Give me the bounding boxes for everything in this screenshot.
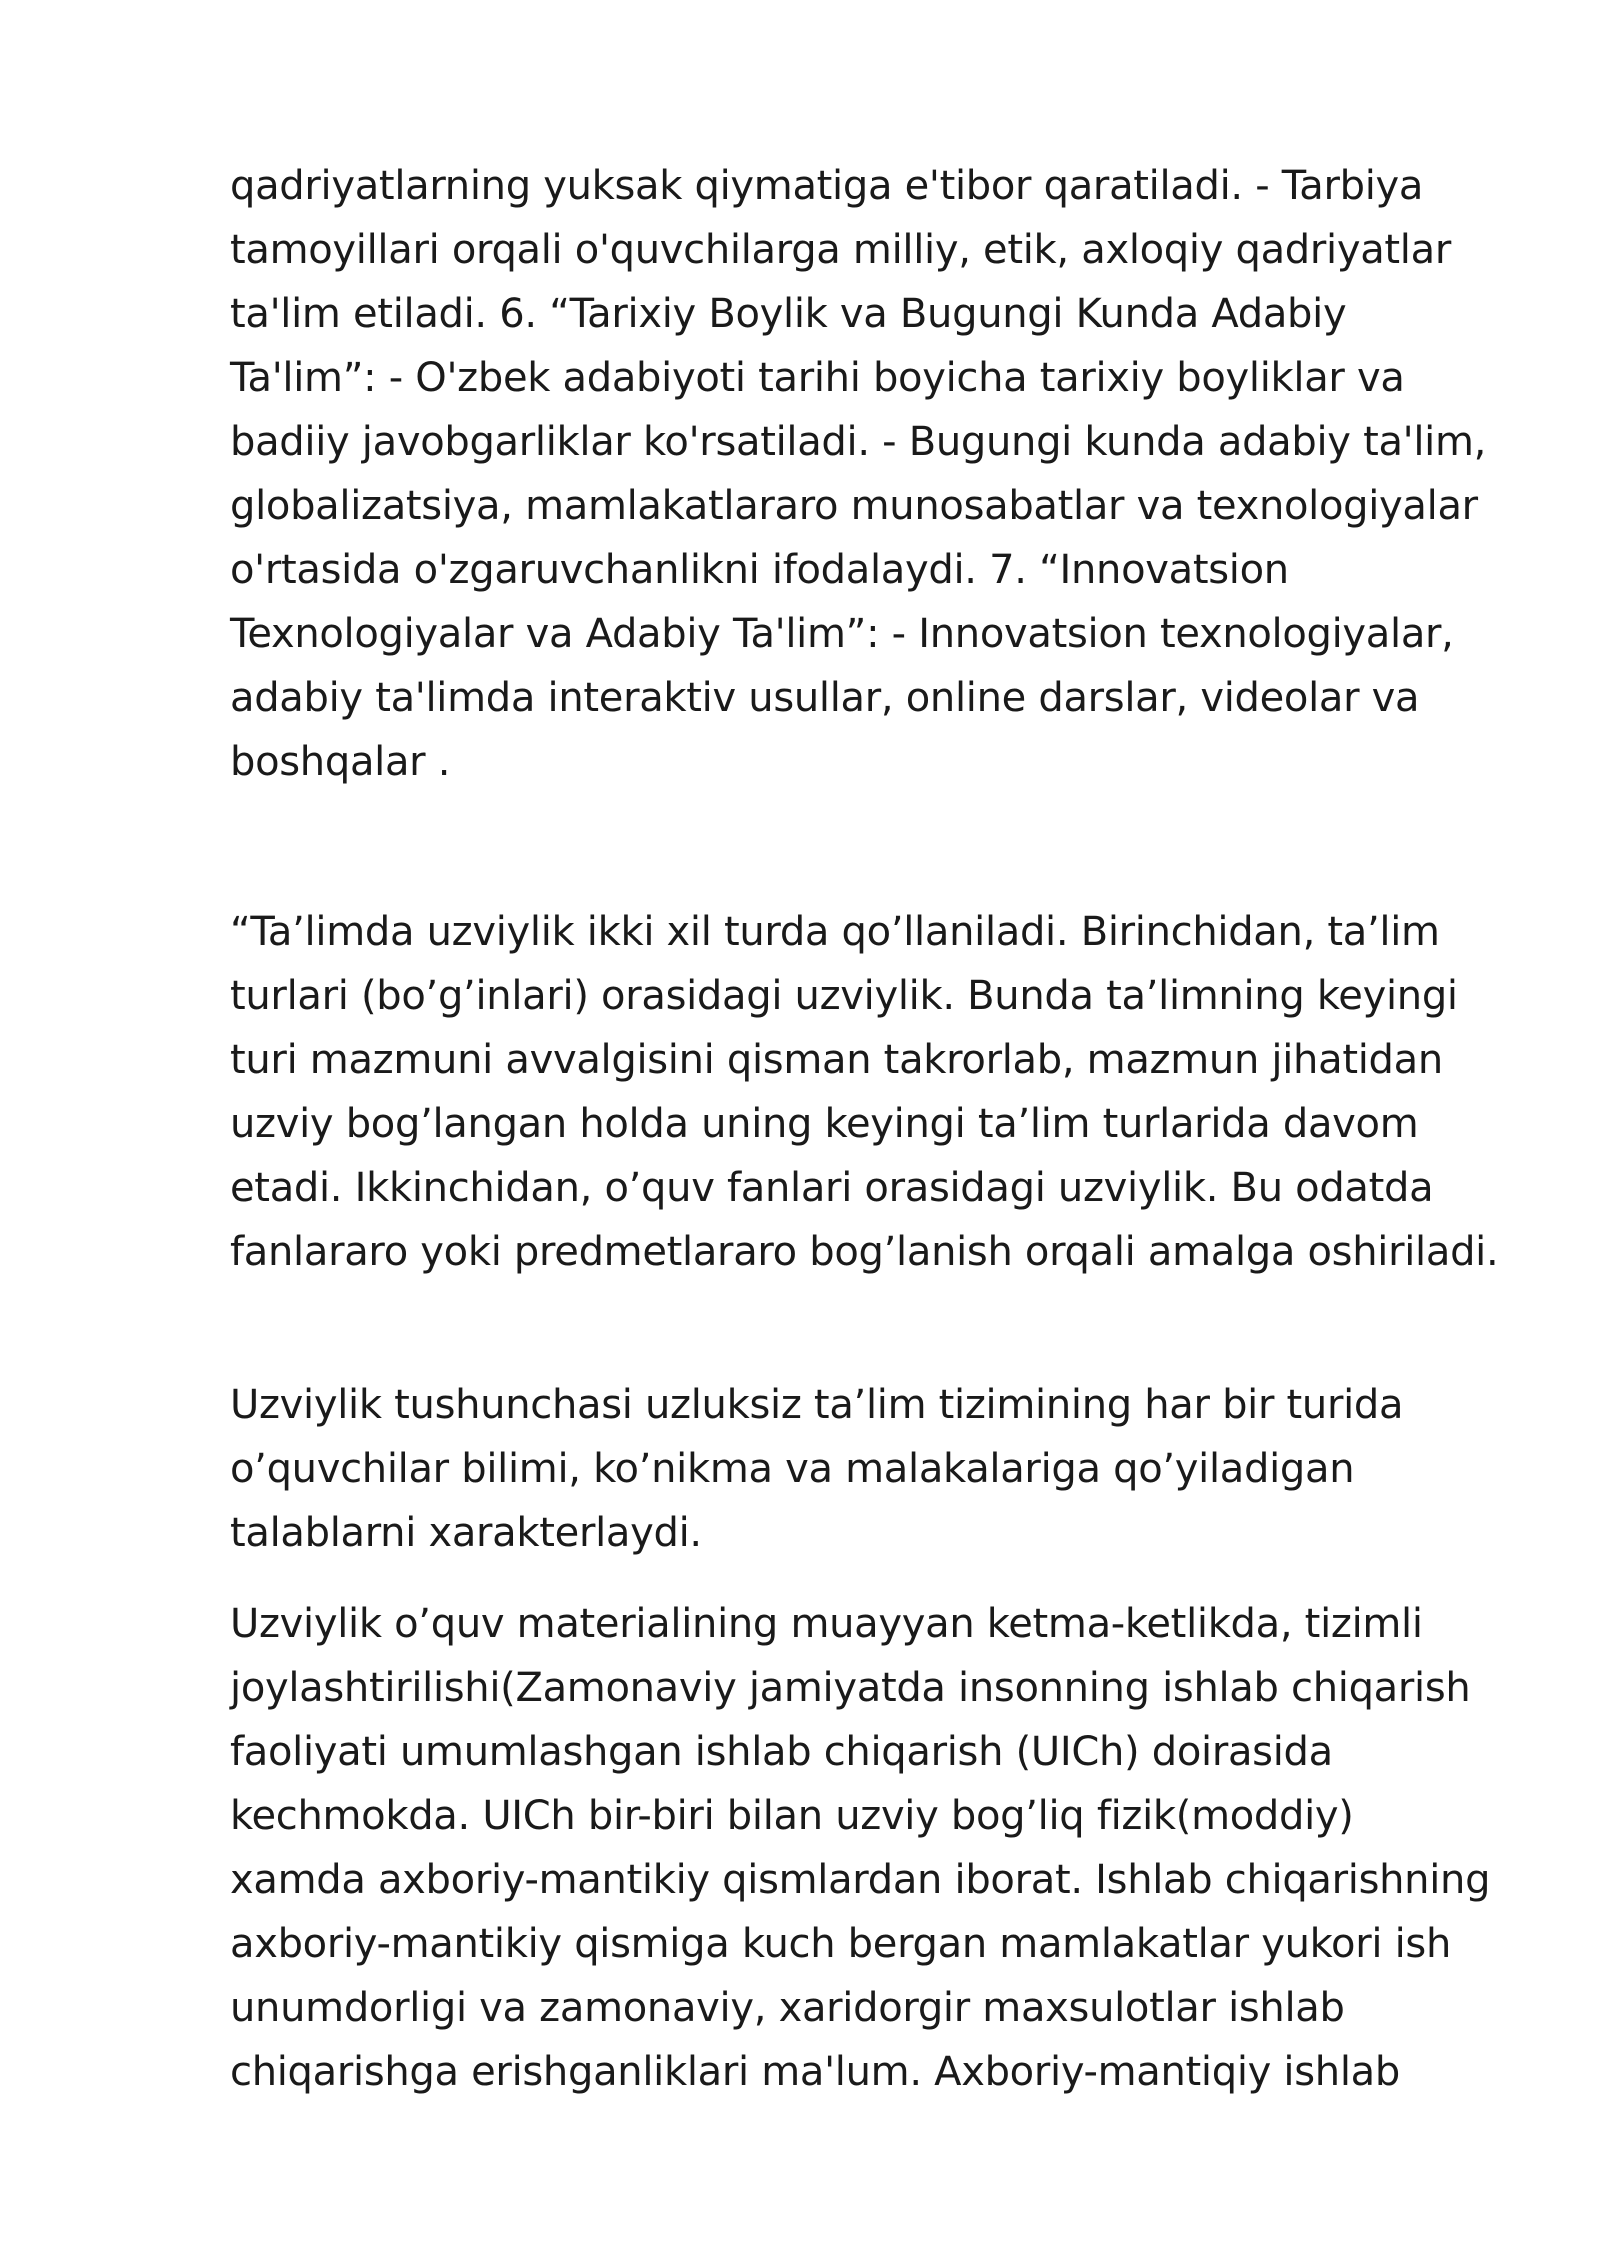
- paragraph-values-and-literary-education: qadriyatlarning yuksak qiymatiga e'tibor qaratiladi. - Tarbiya tamoyillari orqali o'quvchilarga milliy, etik, axloqiy qadriyatlar ta'lim etiladi. 6. “Tarixiy Boylik va Bugungi Kunda Adabiy Ta'lim”: - O'zbek adabiyoti tarihi boyicha tarixiy boyliklar va badiiy javobgarliklar ko'rsatiladi. - Bugungi kunda adabiy ta'lim, globalizatsiya, mamlakatlararo munosabatlar va texnologiyalar o'rtasida o'zgaruvchanlikni ifodalaydi. 7. “Innovatsion Texnologiyalar va Adabiy Ta'lim”: - Innovatsion texnologiyalar, adabiy ta'limda interaktiv usullar, online darslar, videolar va boshqalar .: [230, 163, 1487, 785]
- paragraph-continuity-material: Uzviylik o’quv materialining muayyan ketma-ketlikda, tizimli joylashtirilishi(Zamonaviy jamiyatda insonning ishlab chiqarish faoliyati umumlashgan ishlab chiqarish (UICh) doirasida kechmokda. UICh bir-biri bilan uzviy bog’liq fizik(moddiy) xamda axboriy-mantikiy qismlardan iborat. Ishlab chiqarishning axboriy-mantikiy qismiga kuch bergan mamlakatlar yukori ish unumdorligi va zamonaviy, xaridorgir maxsulotlar ishlab chiqarishga erishganliklari ma'lum. Axboriy-mantiqiy ishlab: [230, 1601, 1491, 2095]
- paragraph-continuity-types: “Ta’limda uzviylik ikki xil turda qo’llaniladi. Birinchidan, ta’lim turlari (bo’g’inlari) orasidagi uzviylik. Bunda ta’limning keyingi turi mazmuni avvalgisini qisman takrorlab, mazmun jihatidan uzviy bog’langan holda uning keyingi ta’lim turlarida davom etadi. Ikkinchidan, o’quv fanlari orasidagi uzviylik. Bu odatda fanlararo yoki predmetlararo bog’lanish orqali amalga oshiriladi.: [230, 909, 1499, 1275]
- paragraph-continuity-concept: Uzviylik tushunchasi uzluksiz ta’lim tizimining har bir turida o’quvchilar bilimi, ko’nikma va malakalariga qo’yiladigan talablarni xarakterlaydi.: [230, 1382, 1404, 1556]
